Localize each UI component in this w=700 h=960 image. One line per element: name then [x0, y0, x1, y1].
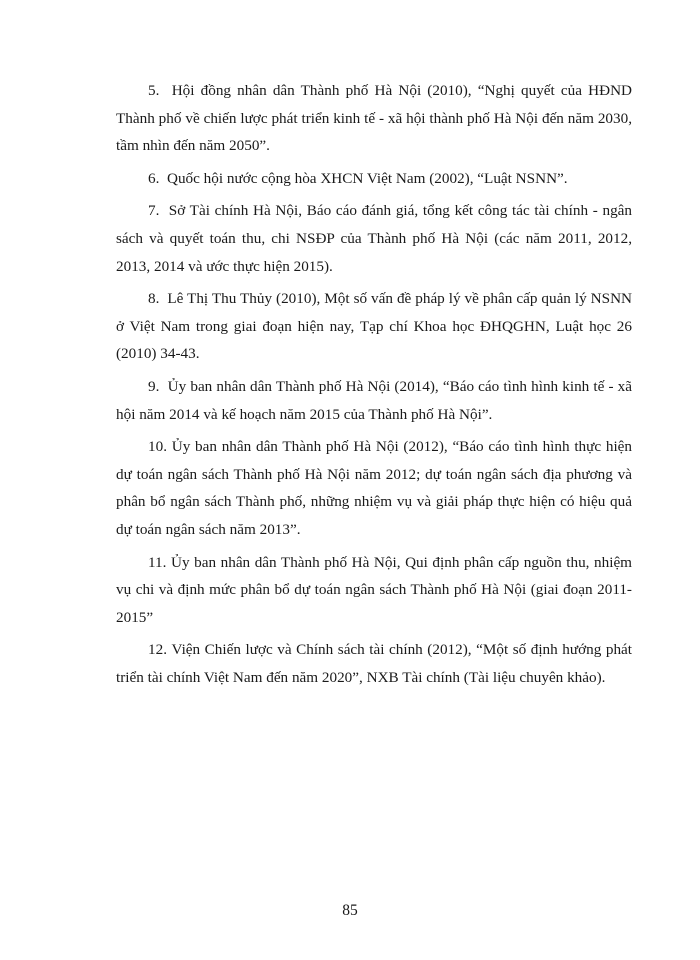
reference-number: 7.: [148, 202, 160, 220]
reference-item: [116, 433, 632, 543]
reference-text: Ủy ban nhân dân Thành phố Hà Nội, Qui định phân cấp nguồn thu, nhiệm vụ chi và định mức phân bổ dự toán ngân sách Thành phố Hà Nội (giai đoạn 2011- 2015”: [116, 553, 632, 626]
reference-number: 8.: [148, 290, 160, 308]
reference-number: 5.: [148, 82, 160, 99]
reference-text: Sở Tài chính Hà Nội, Báo cáo đánh giá, tổng kết công tác tài chính - ngân sách và quyết toán thu, chi NSĐP của Thành phố Hà Nội (các năm 2011, 2012, 2013, 2014 và ước thực hiện 2015).: [116, 202, 633, 275]
reference-number: 6.: [148, 169, 160, 187]
reference-item: [116, 549, 632, 632]
reference-text: Viện Chiến lược và Chính sách tài chính (2012), “Một số định hướng phát triển tài chính Việt Nam đến năm 2020”, NXB Tài chính (Tài liệu chuyên khảo).: [116, 641, 633, 686]
reference-text: Lê Thị Thu Thủy (2010), Một số vấn đề pháp lý về phân cấp quản lý NSNN ở Việt Nam trong giai đoạn hiện nay, Tạp chí Khoa học ĐHQGHN, Luật học 26 (2010) 34-43.: [116, 290, 633, 363]
reference-list: [116, 77, 632, 696]
reference-number: 10.: [148, 438, 167, 456]
reference-item: [116, 197, 632, 280]
reference-text: Ủy ban nhân dân Thành phố Hà Nội (2012), “Báo cáo tình hình thực hiện dự toán ngân sách Thành phố Hà Nội năm 2012; dự toán ngân sách địa phương và phân bổ ngân sách Thành phố, những nhiệm vụ và giải pháp thực hiện có hiệu quả dự toán ngân sách năm 2013”.: [116, 438, 632, 538]
reference-item: [116, 165, 632, 193]
reference-text: Ủy ban nhân dân Thành phố Hà Nội (2014), “Báo cáo tình hình kinh tế - xã hội năm 2014 và kế hoạch năm 2015 của Thành phố Hà Nội”.: [116, 377, 632, 423]
page-number: 85: [342, 902, 358, 919]
reference-item: [116, 285, 632, 368]
reference-item: [116, 636, 632, 691]
reference-number: 12.: [148, 641, 167, 659]
reference-item: [116, 77, 632, 160]
reference-item: [116, 373, 632, 428]
reference-text: Hội đồng nhân dân Thành phố Hà Nội (2010), “Nghị quyết của HĐND Thành phố về chiến lược phát triển kinh tế - xã hội thành phố Hà Nội đến năm 2030, tầm nhìn đến năm 2050”.: [116, 82, 633, 155]
reference-text: Quốc hội nước cộng hòa XHCN Việt Nam (2002), “Luật NSNN”.: [166, 169, 568, 187]
reference-number: 11.: [148, 553, 167, 571]
reference-number: 9.: [148, 377, 160, 395]
